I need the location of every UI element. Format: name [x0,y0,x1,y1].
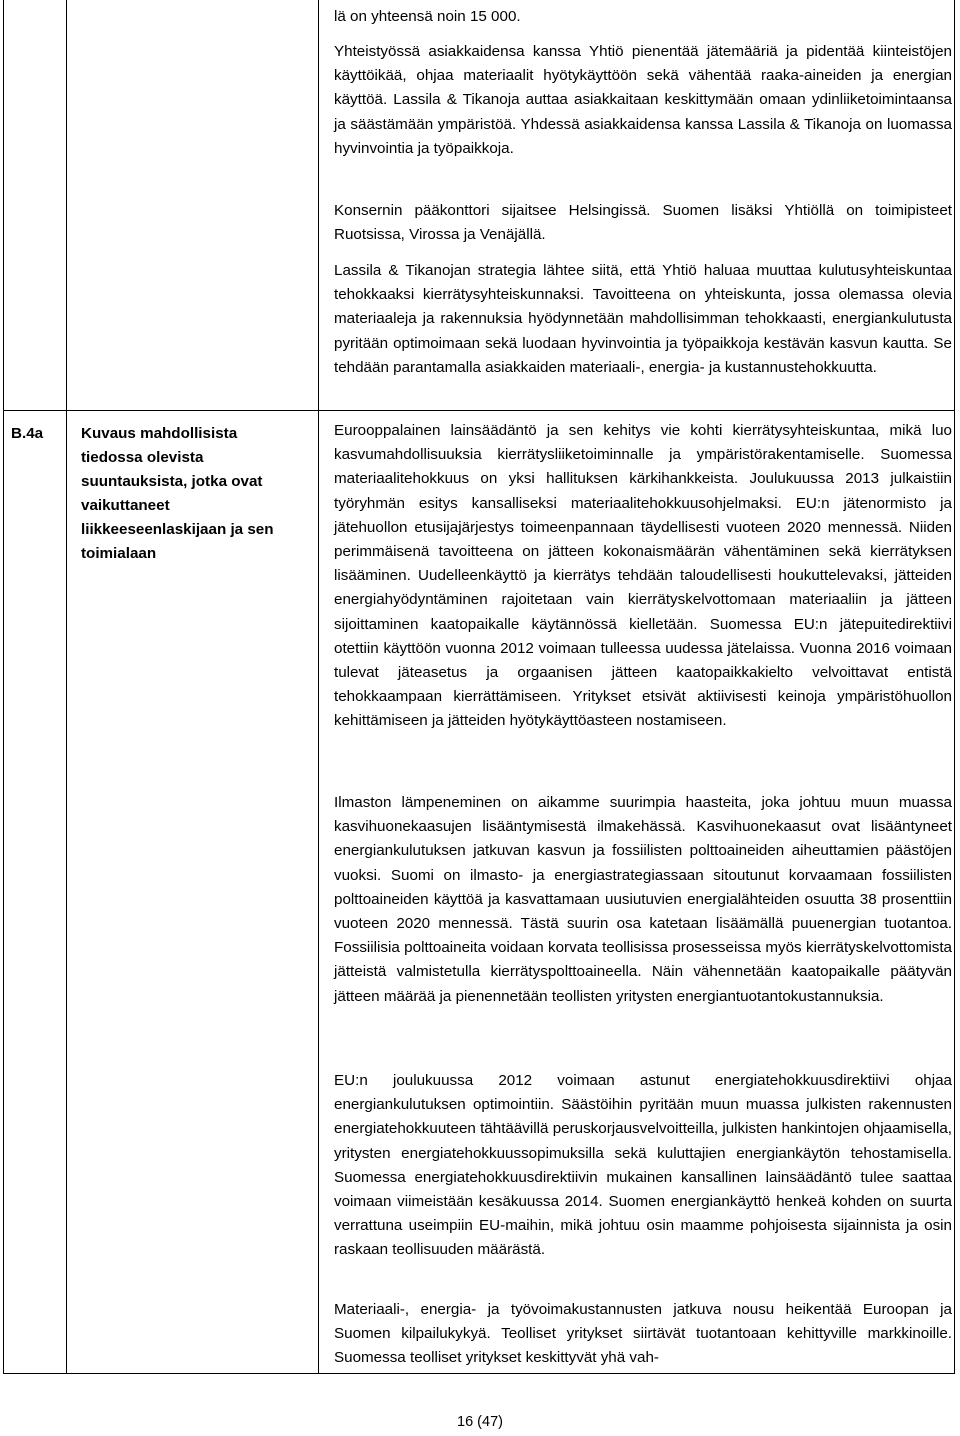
continuation-text: lä on yhteensä noin 15 000. [334,8,521,25]
paragraph-climate: Ilmaston lämpeneminen on aikamme suurimpia haasteita, joka johtuu muun muassa kasvihuonekaasujen lisääntymisestä ilmakehässä. Kasvihuonekaasut ovat lisääntyneet energiankulutuksen jatkuvan kasvun ja fossiilisten polttoaineiden aiheuttamien päästöjen vuoksi. Suomi on ilmasto- ja energiastrategiassaan sitoutunut korvaamaan fossiilisten polttoaineiden käyttöä ja kasvattamaan uusiutuvien energialähteiden osuutta 38 prosenttiin vuoteen 2020 mennessä. Tästä suurin osa katetaan lisäämällä puuenergian tuotantoa. Fossiilisia polttoaineita voidaan korvata teollisissa prosesseissa myös kierrätyskelvottomista jätteistä valmistetulla kierrätyspolttoaineella. Näin vähennetään kaatopaikalle päätyvän jätteen määrää ja pienennetään teollisten yritysten energiantuotantokustannuksia. [334,794,952,1005]
paragraph-costs: Materiaali-, energia- ja työvoimakustannusten jatkuva nousu heikentää Euroopan ja Suomen kilpailukykyä. Teolliset yritykset siirtävät tuotantoaan kehittyville markkinoille. Suomessa teolliset yritykset keskittyvät yhä vah- [334,1301,952,1367]
section-code: B.4a [11,425,44,442]
row-divider [4,410,954,411]
paragraph-headquarters: Konsernin pääkonttori sijaitsee Helsingissä. Suomen lisäksi Yhtiöllä on toimipisteet Ruotsissa, Virossa ja Venäjällä. [334,202,952,244]
paragraph-cooperation: Yhteistyössä asiakkaidensa kanssa Yhtiö pienentää jätemääriä ja pidentää kiinteistöjen käyttöikää, ohjaa materiaalit hyötykäyttöön sekä vähentää raaka-aineiden ja energian käyttöä. Lassila & Tikanoja auttaa asiakkaitaan keskittymään omaan ydinliiketoimintaansa ja säästämään ympäristöä. Yhdessä asiakkaidensa kanssa Lassila & Tikanoja on luomassa hyvinvointia ja työpaikkoja. [334,43,952,157]
column-divider-1 [66,0,67,1373]
section-title: Kuvaus mahdollisista tiedossa olevista suuntauksista, jotka ovat vaikuttaneet liikkeeseenlaskijaan ja sen toimialaan [81,425,274,562]
document-table [3,0,955,1374]
paragraph-energy-efficiency: EU:n joulukuussa 2012 voimaan astunut energiatehokkuusdirektiivi ohjaa energiankulutuksen optimointiin. Säästöihin pyritään muun muassa julkisten rakennusten energiatehokkuuteen tähtäävillä peruskorjausvelvoitteilla, julkisten hankintojen ohjaamisella, yritysten energiatehokkuussopimuksilla sekä kuluttajien energiankäytön tehostamisella. Suomessa energiatehokkuusdirektiivin mukainen kansallinen lainsäädäntö tulee saattaa voimaan viimeistään kesäkuussa 2014. Suomen energiankäyttö henkeä kohden on suurta verrattuna useimpiin EU-maihin, mikä johtuu osin maamme pohjoisesta sijainnista ja osin raskaan teollisuuden määrästä. [334,1072,953,1259]
page-number: 16 (47) [457,1414,503,1430]
paragraph-eu-legislation: Eurooppalainen lainsäädäntö ja sen kehitys vie kohti kierrätysyhteiskuntaa, mikä luo kasvumahdollisuuksia kierrätysliiketoiminnalle ja ympäristörakentamiselle. Suomessa materiaalitehokkuus on yksi hallituksen kärkihankkeista. Joulukuussa 2013 julkaistiin työryhmän esitys kansalliseksi materiaalitehokkuusohjelmaksi. EU:n jätenormisto ja jätehuollon etusijajärjestys toimeenpannaan täydellisesti vuoteen 2020 mennessä. Niiden perimmäisenä tavoitteena on jätteen kokonaismäärän vähentäminen sekä kierrätyksen lisääminen. Uudelleenkäyttö ja kierrätys tehdään taloudellisesti houkuttelevaksi, jätteiden energiahyödyntäminen rajoitetaan vain kierrätyskelvottomaan materiaaliin ja jätteen sijoittaminen kaatopaikalle käytännössä kielletään. Suomessa EU:n jätepuitedirektiivi otettiin käyttöön vuonna 2012 voimaan tulleessa uudessa jätelaissa. Vuonna 2016 voimaan tulevat jäteasetus ja orgaanisen jätteen kaatopaikkakielto velvoittavat entistä tehokkaampaan kierrättämiseen. Yritykset etsivät aktiivisesti keinoja ympäristöhuollon kehittämiseen ja jätteiden hyötykäyttöasteen nostamiseen. [334,422,952,730]
column-divider-2 [318,0,319,1373]
paragraph-strategy: Lassila & Tikanojan strategia lähtee siitä, että Yhtiö haluaa muuttaa kulutusyhteiskuntaa tehokkaaksi kierrätysyhteiskunnaksi. Tavoitteena on yhteiskunta, jossa olemassa olevia materiaaleja ja rakennuksia hyödynnetään mahdollisimman tehokkaasti, energiankulutusta pyritään optimoimaan sekä luodaan hyvinvointia ja työpaikkoja kestävän kasvun kautta. Se tehdään parantamalla asiakkaiden materiaali-, energia- ja kustannustehokkuutta. [334,262,952,376]
